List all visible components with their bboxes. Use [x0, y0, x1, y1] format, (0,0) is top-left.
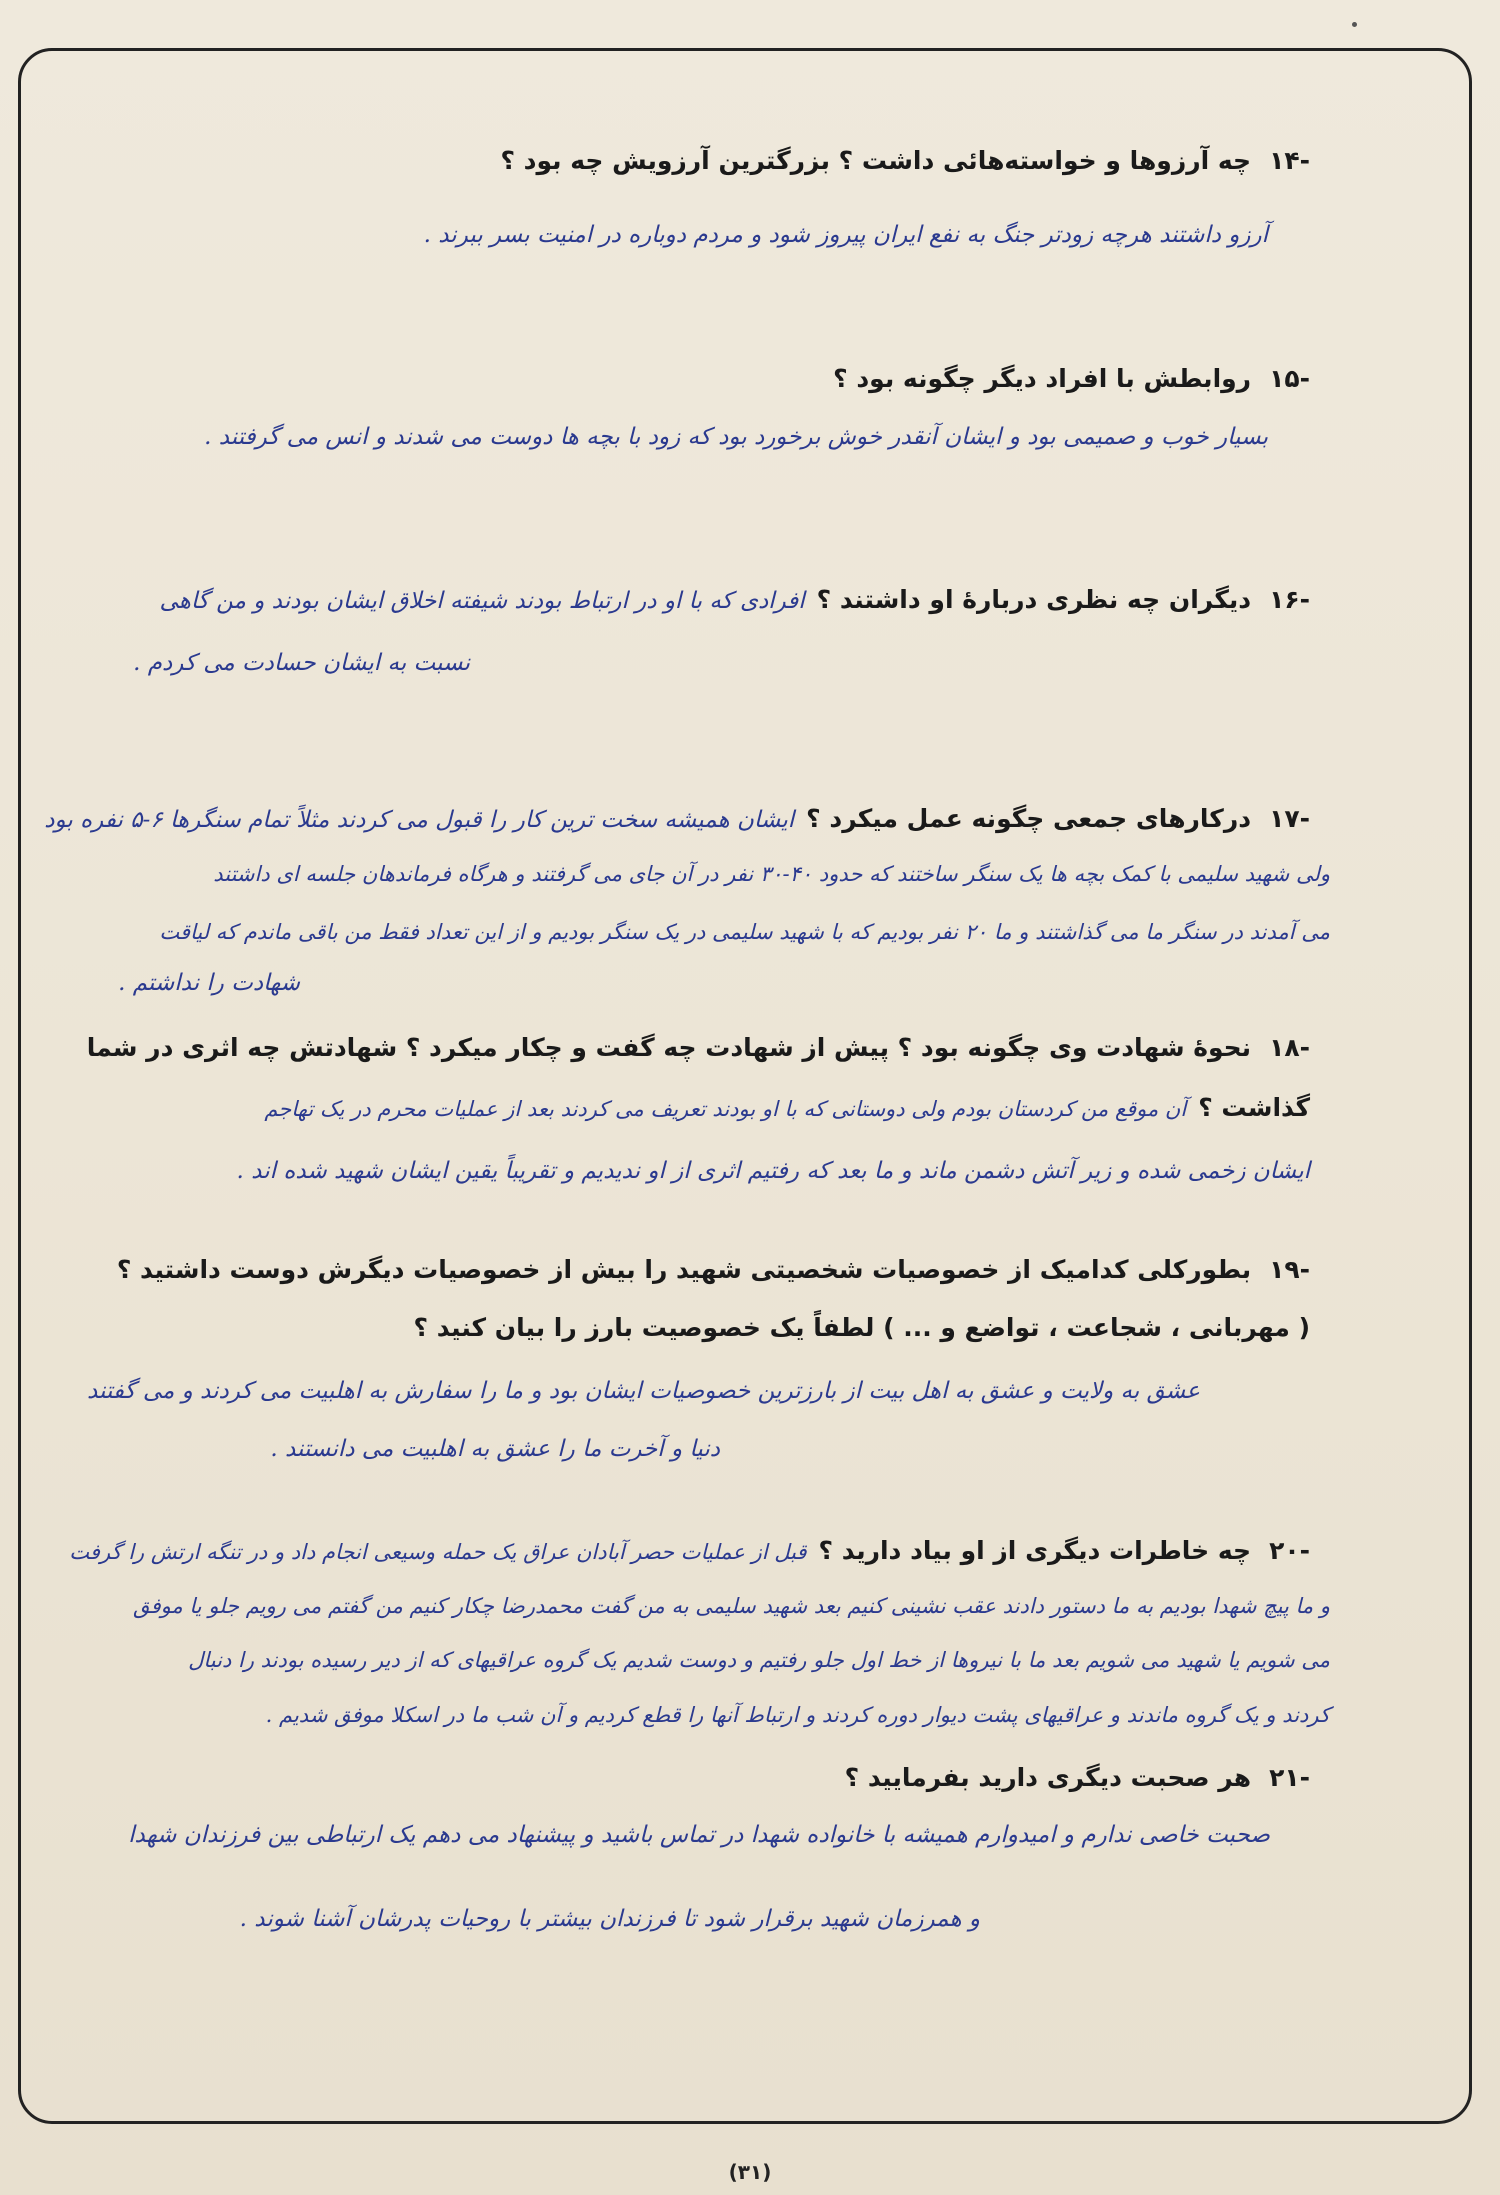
answer-16-inline: افرادی که با او در ارتباط بودند شیفته اخلاق ایشان بودند و من گاهی — [159, 588, 805, 614]
question-text-line-2: گذاشت ؟ — [1198, 1093, 1310, 1122]
question-number: -۱۵ — [1269, 364, 1310, 393]
answer-19-line-2: دنیا و آخرت ما را عشق به اهلبیت می دانستند . — [270, 1436, 720, 1462]
answer-20-line-1: و ما پیچ شهدا بودیم به ما دستور دادند عقب نشینی کنیم بعد شهید سلیمی به من گفت محمدرضا چکار کنیم من گفتم می رویم جلو یا موفق — [133, 1594, 1330, 1618]
answer-14-line-1: آرزو داشتند هرچه زودتر جنگ به نفع ایران پیروز شود و مردم دوباره در امنیت بسر ببرند . — [423, 222, 1268, 248]
question-text: چه خاطرات دیگری از او بیاد دارید ؟ — [818, 1536, 1252, 1565]
answer-20-inline: قبل از عملیات حصر آبادان عراق یک حمله وسیعی انجام داد و در تنگه ارتش را گرفت — [69, 1540, 807, 1564]
question-20 — [69, 1536, 1310, 1565]
answer-21-line-2: و همرزمان شهید برقرار شود تا فرزندان بیشتر با روحیات پدرشان آشنا شوند . — [239, 1906, 980, 1932]
answer-17-line-2: می آمدند در سنگر ما می گذاشتند و ما ۲۰ نفر بودیم که با شهید سلیمی در یک سنگر بودیم و از این تعداد فقط من باقی ماندم که لیاقت — [159, 920, 1330, 944]
question-15 — [833, 364, 1310, 393]
question-number: -۱۷ — [1269, 804, 1310, 833]
answer-18-inline: آن موقع من کردستان بودم ولی دوستانی که با او بودند تعریف می کردند بعد از عملیات محرم در یک تهاجم — [264, 1097, 1187, 1121]
question-17 — [44, 804, 1310, 833]
page-number: (۳۱) — [728, 2160, 772, 2184]
answer-15-line-1: بسیار خوب و صمیمی بود و ایشان آنقدر خوش برخورد بود که زود با بچه ها دوست می شدند و انس می گرفتند . — [204, 424, 1268, 450]
answer-19-line-1: عشق به ولایت و عشق به اهل بیت از بارزترین خصوصیات ایشان بود و ما را سفارش به اهلبیت می کردند و می گفتند — [86, 1378, 1200, 1404]
answer-17-inline: ایشان همیشه سخت ترین کار را قبول می کردند مثلاً تمام سنگرها ۶-۵ نفره بود — [44, 807, 795, 833]
page-border — [18, 48, 1472, 2124]
question-19-line-2 — [413, 1313, 1310, 1342]
answer-18-line-1: ایشان زخمی شده و زیر آتش دشمن ماند و ما بعد که رفتیم اثری از او ندیدیم و تقریباً یقین ایشان شهید شده اند . — [236, 1158, 1310, 1184]
question-text: هر صحبت دیگری دارید بفرمایید ؟ — [844, 1763, 1252, 1792]
question-text: بطورکلی کدامیک از خصوصیات شخصیتی شهید را بیش از خصوصیات دیگرش دوست داشتید ؟ — [116, 1255, 1252, 1284]
question-text: نحوهٔ شهادت وی چگونه بود ؟ پیش از شهادت چه گفت و چکار میکرد ؟ شهادتش چه اثری در شما — [86, 1033, 1252, 1062]
question-18 — [87, 1033, 1310, 1062]
answer-20-line-2: می شویم یا شهید می شویم بعد ما با نیروها از خط اول جلو رفتیم و دوست شدیم یک گروه عراقیهای که از دیر رسیده بودند را دنبال — [188, 1648, 1330, 1672]
answer-16-line-1: نسبت به ایشان حسادت می کردم . — [133, 650, 470, 676]
question-text: روابطش با افراد دیگر چگونه بود ؟ — [833, 364, 1252, 393]
answer-20-line-3: کردند و یک گروه ماندند و عراقیهای پشت دیوار دوره کردند و ارتباط آنها را قطع کردیم و آن شب ما در اسکلا موفق شدیم . — [265, 1703, 1330, 1727]
question-text: چه آرزوها و خواسته‌هائی داشت ؟ بزرگترین آرزویش چه بود ؟ — [500, 146, 1252, 175]
question-19 — [117, 1255, 1310, 1284]
question-14 — [500, 146, 1310, 175]
question-18-line-2 — [264, 1093, 1310, 1122]
question-number: -۱۶ — [1269, 585, 1310, 614]
question-number: -۱۸ — [1269, 1033, 1310, 1062]
question-16 — [160, 585, 1310, 614]
question-number: -۱۹ — [1269, 1255, 1310, 1284]
question-number: -۲۰ — [1269, 1536, 1310, 1565]
answer-17-line-1: ولی شهید سلیمی با کمک بچه ها یک سنگر ساختند که حدود ۴۰-۳۰ نفر در آن جای می گرفتند و هرگاه فرماندهان جلسه ای داشتند — [213, 862, 1330, 886]
question-number: -۱۴ — [1269, 146, 1310, 175]
answer-21-line-1: صحبت خاصی ندارم و امیدوارم همیشه با خانواده شهدا در تماس باشید و پیشنهاد می دهم یک ارتباطی بین فرزندان شهدا — [128, 1822, 1270, 1848]
question-text: دیگران چه نظری دربارهٔ او داشتند ؟ — [816, 585, 1252, 614]
answer-17-line-3: شهادت را نداشتم . — [118, 970, 300, 996]
question-text: درکارهای جمعی چگونه عمل میکرد ؟ — [806, 804, 1252, 833]
question-text-line-2: ( مهربانی ، شجاعت ، تواضع و ... ) لطفاً یک خصوصیت بارز را بیان کنید ؟ — [413, 1313, 1310, 1342]
speck — [1352, 22, 1357, 27]
question-21 — [845, 1763, 1310, 1792]
question-number: -۲۱ — [1269, 1763, 1310, 1792]
